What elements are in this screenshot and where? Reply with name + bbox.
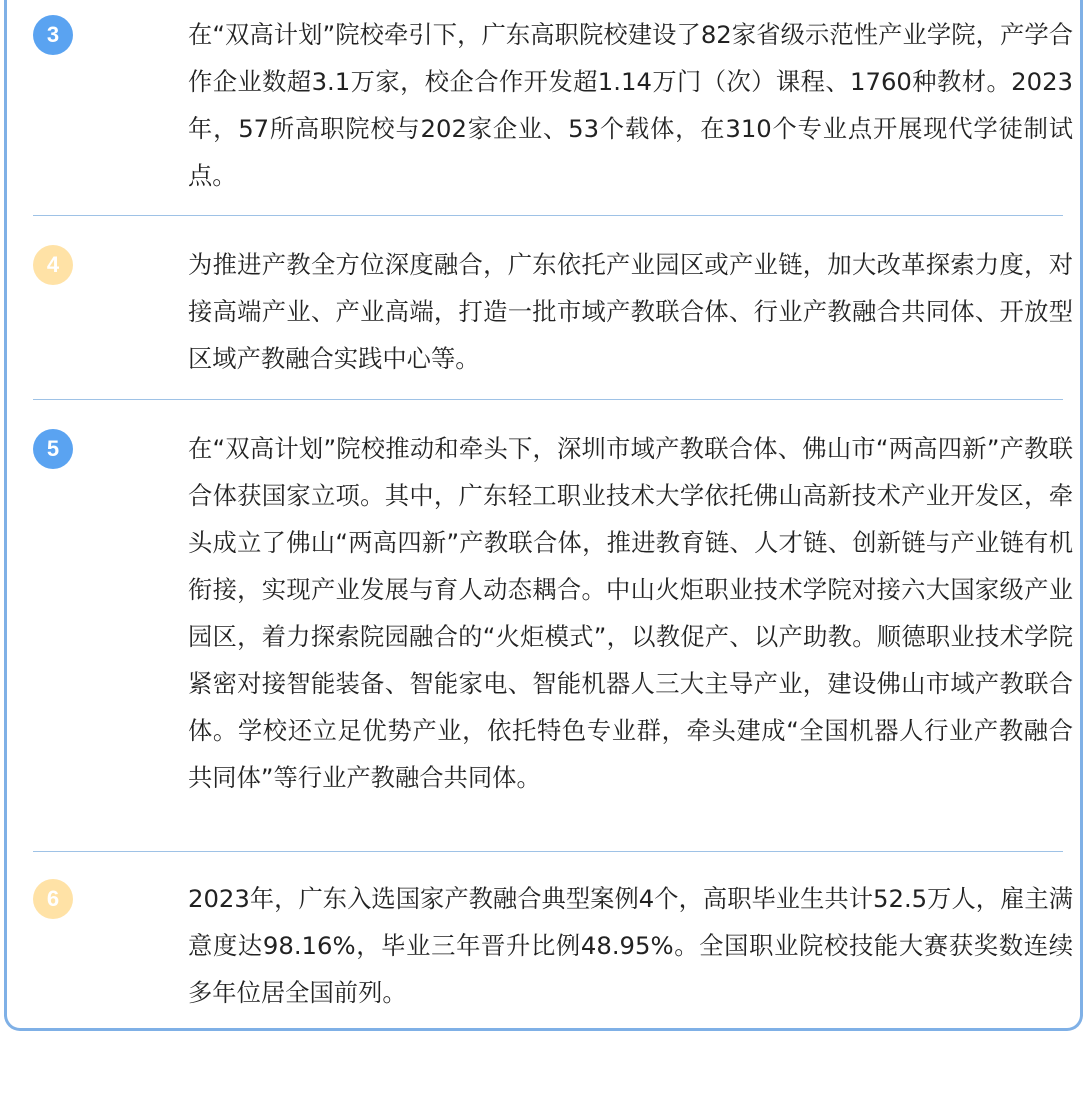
divider	[33, 399, 1063, 400]
item-text-3: 在“双高计划”院校牵引下，广东高职院校建设了82家省级示范性产业学院，产学合作企业数超3.1万家，校企合作开发超1.14万门（次）课程、1760种教材。2023年，57所高职院校与202家企业、53个载体，在310个专业点开展现代学徒制试点。	[188, 20, 1073, 190]
number-badge-5: 5	[33, 429, 73, 469]
item-text-5: 在“双高计划”院校推动和牵头下，深圳市域产教联合体、佛山市“两高四新”产教联合体获国家立项。其中，广东轻工职业技术大学依托佛山高新技术产业开发区，牵头成立了佛山“两高四新”产教联合体，推进教育链、人才链、创新链与产业链有机衔接，实现产业发展与育人动态耦合。中山火炬职业技术学院对接六大国家级产业园区，着力探索院园融合的“火炬模式”，以教促产、以产助教。顺德职业技术学院紧密对接智能装备、智能家电、智能机器人三大主导产业，建设佛山市域产教联合体。学校还立足优势产业，依托特色专业群，牵头建成“全国机器人行业产教融合共同体”等行业产教融合共同体。	[188, 434, 1073, 792]
content-card	[4, 0, 1083, 1031]
item-text-4: 为推进产教全方位深度融合，广东依托产业园区或产业链，加大改革探索力度，对接高端产业、产业高端，打造一批市域产教联合体、行业产教融合共同体、开放型区域产教融合实践中心等。	[188, 250, 1073, 373]
number-badge-6: 6	[33, 879, 73, 919]
number-badge-4: 4	[33, 245, 73, 285]
item-text-6: 2023年，广东入选国家产教融合典型案例4个，高职毕业生共计52.5万人，雇主满意度达98.16%，毕业三年晋升比例48.95%。全国职业院校技能大赛获奖数连续多年位居全国前列。	[188, 884, 1073, 1007]
number-badge-3: 3	[33, 15, 73, 55]
divider	[33, 851, 1063, 852]
divider	[33, 215, 1063, 216]
